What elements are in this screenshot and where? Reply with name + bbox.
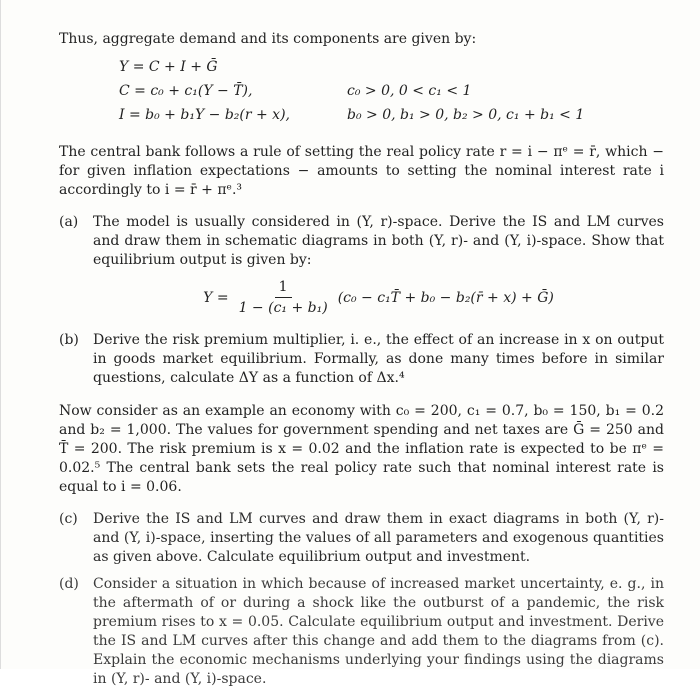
fraction-numerator: 1 (275, 278, 292, 298)
equation-investment: I = b₀ + b₁Y − b₂(r + x), (119, 107, 290, 123)
question-b-label: (b) (59, 332, 79, 348)
fraction-denominator: 1 − (c₁ + b₁) (238, 300, 328, 316)
equation-lhs: Y = (203, 289, 229, 306)
question-c-text: Derive the IS and LM curves and draw them in exact diagrams in both (Y, r)- and (Y, i)-space, inserting the values of all parameters and exogenous quantities as given above. Calculate equilibrium output and investment. (93, 511, 664, 565)
intro-text: Thus, aggregate demand and its components are given by: (59, 31, 477, 47)
consumption-conditions: c₀ > 0, 0 < c₁ < 1 (347, 83, 472, 99)
question-d-label: (d) (59, 576, 79, 592)
question-d (59, 575, 664, 689)
question-a (59, 213, 664, 318)
multiplier-fraction (235, 278, 332, 318)
equilibrium-output-equation (93, 278, 664, 318)
model-equations (119, 59, 664, 133)
question-b-text: Derive the risk premium multiplier, i. e., the effect of an increase in x on output in goods market equilibrium. Formally, as done many times before in similar questions, calculate ΔY as a function of Δx.⁴ (93, 332, 664, 386)
equation-consumption: C = c₀ + c₁(Y − T̄), (119, 83, 253, 99)
equation-rhs: (c₀ − c₁T̄ + b₀ − b₂(r̄ + x) + Ḡ) (337, 289, 554, 306)
equation-aggregate-demand: Y = C + I + Ḡ (119, 59, 218, 75)
question-a-label: (a) (59, 214, 79, 230)
investment-conditions: b₀ > 0, b₁ > 0, b₂ > 0, c₁ + b₁ < 1 (347, 107, 585, 123)
central-bank-paragraph: The central bank follows a rule of setting the real policy rate r = i − πᵉ = r̄, which − for given inflation expectations − amounts to setting the nominal interest rate i accordingly to i = r̄ + πᵉ.³ (59, 144, 664, 198)
question-d-text: Consider a situation in which because of increased market uncertainty, e. g., in the aftermath of or during a shock like the outburst of a pandemic, the risk premium rises to x = 0.05. Calculate equilibrium output and investment. Derive the IS and LM curves after this change and add them to the diagrams from (c). Explain the economic mechanisms underlying your findings using the diagrams in (Y, r)- and (Y, i)-space. (93, 576, 664, 687)
example-paragraph: Now consider as an example an economy with c₀ = 200, c₁ = 0.7, b₀ = 150, b₁ = 0.2 and b₂ = 1,000. The values for government spending and net taxes are Ḡ = 250 and T̄ = 200. The risk premium is x = 0.02 and the inflation rate is expected to be πᵉ = 0.02.⁵ The central bank sets the real policy rate such that nominal interest rate is equal to i = 0.06. (59, 403, 664, 495)
question-a-text: The model is usually considered in (Y, r)-space. Derive the IS and LM curves and draw them in schematic diagrams in both (Y, r)- and (Y, i)-space. Show that equilibrium output is given by: (93, 214, 664, 268)
question-c (59, 510, 664, 567)
question-b (59, 331, 664, 388)
question-c-label: (c) (59, 511, 78, 527)
